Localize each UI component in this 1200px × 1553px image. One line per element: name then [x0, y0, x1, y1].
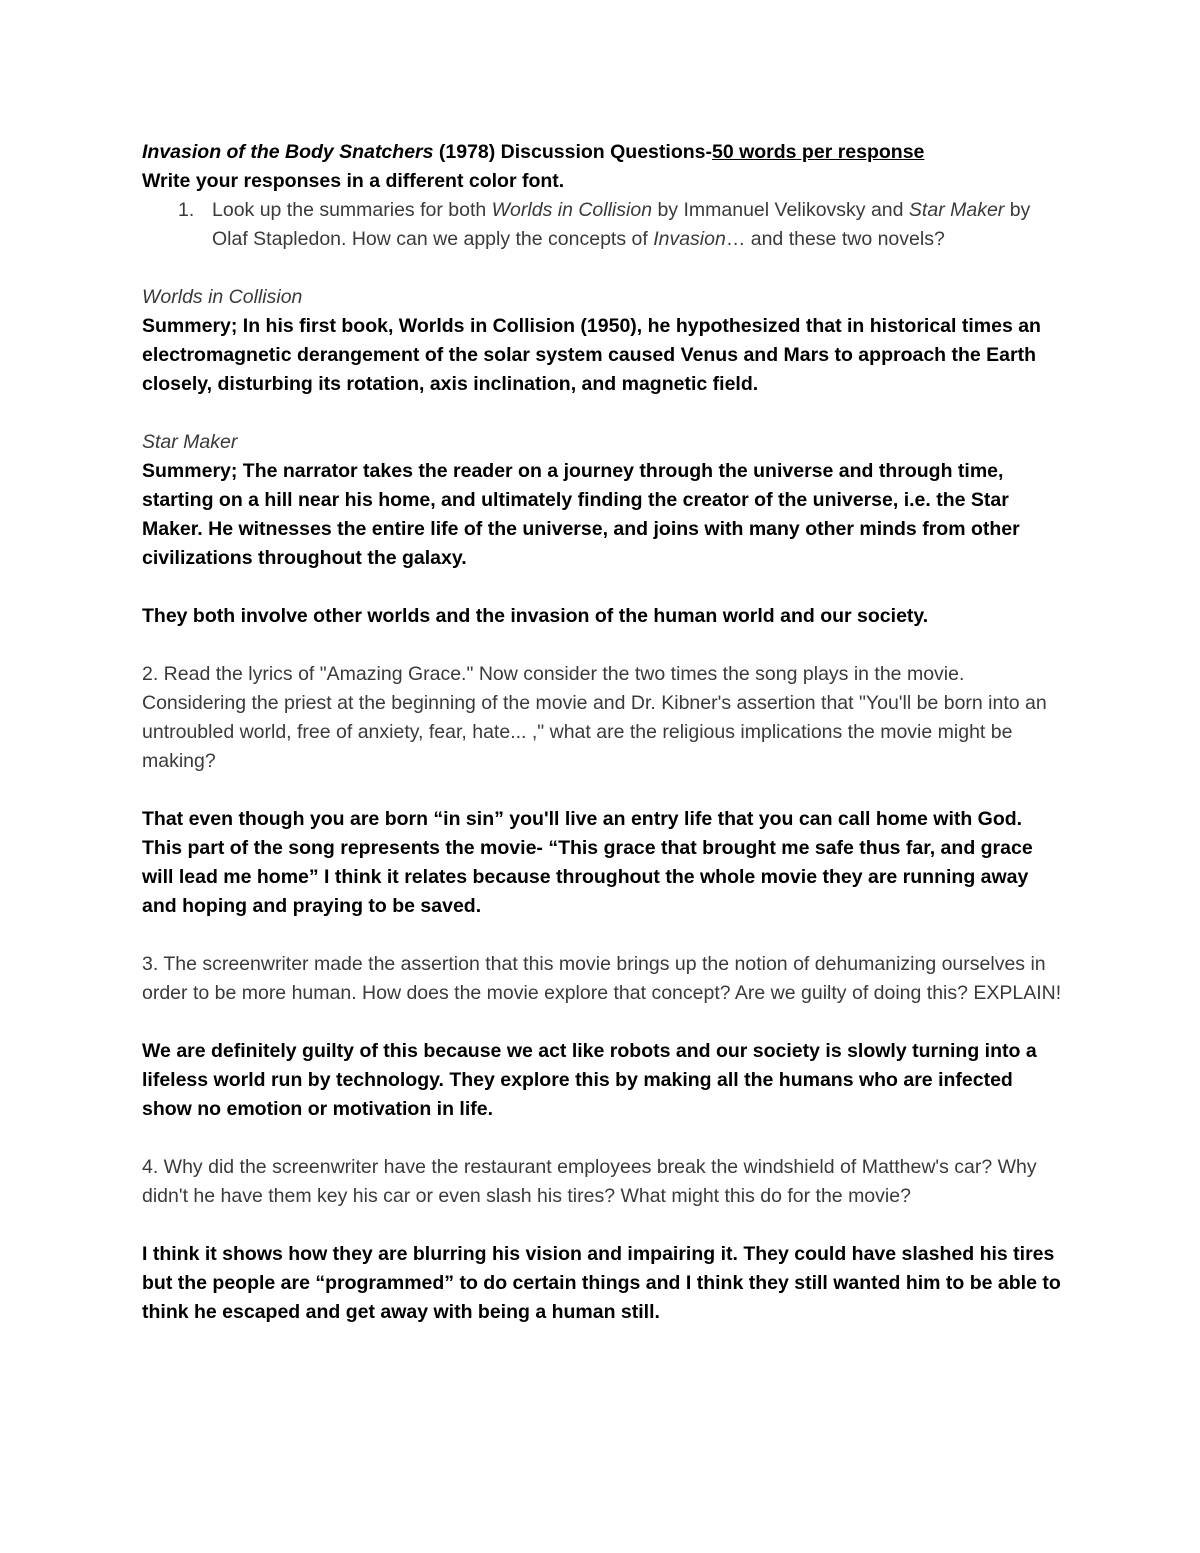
spacer	[142, 254, 1062, 283]
question-2: 2. Read the lyrics of "Amazing Grace." Now consider the two times the song plays in the movie. Considering the priest at the beginning of the movie and Dr. Kibner's assertion that "You'll be born into an untroubled world, free of anxiety, fear, hate... ," what are the religious implications the movie might be making?	[142, 663, 1047, 772]
q1-book-1: Worlds in Collision	[491, 199, 653, 221]
question-list	[142, 196, 1062, 254]
answer-4: I think it shows how they are blurring his vision and impairing it. They could have slashed his tires but the people are “programmed” to do certain things and I think they still wanted him to be able to think he escaped and get away with being a human still.	[142, 1243, 1061, 1323]
starmaker-heading: Star Maker	[142, 431, 238, 453]
spacer	[142, 631, 1062, 660]
spacer	[142, 776, 1062, 805]
spacer	[142, 921, 1062, 950]
q1-part-1: Look up the summaries for both	[212, 199, 492, 221]
question-3: 3. The screenwriter made the assertion that this movie brings up the notion of dehumanizing ourselves in order to be more human. How does the movie explore that concept? Are we guilty of doing this? EXPLAIN!	[142, 953, 1062, 1004]
worlds-heading: Worlds in Collision	[142, 286, 303, 308]
q1-part-4: … and these two novels?	[725, 228, 945, 250]
starmaker-summary: Summery; The narrator takes the reader on a journey through the universe and through time, starting on a hill near his home, and ultimately finding the creator of the universe, i.e. the Star Maker. He witnesses the entire life of the universe, and joins with many other minds from other civilizations throughout the galaxy.	[142, 460, 1020, 569]
q1-film-ref: Invasion	[653, 228, 726, 250]
instruction-text: Write your responses in a different color font.	[142, 170, 565, 192]
spacer	[142, 1211, 1062, 1240]
document-title	[142, 138, 1062, 167]
question-4: 4. Why did the screenwriter have the restaurant employees break the windshield of Matthew's car? Why didn't he have them key his car or even slash his tires? What might this do for the movie?	[142, 1156, 1037, 1207]
title-rest: (1978) Discussion Questions-	[433, 141, 712, 163]
answer-2: That even though you are born “in sin” you'll live an entry life that you can call home with God. This part of the song represents the movie- “This grace that brought me safe thus far, and grace will lead me home” I think it relates because throughout the whole movie they are running away and hoping and praying to be saved.	[142, 808, 1033, 917]
q1-part-3: by Olaf Stapledon. How can we apply the concepts of	[212, 199, 1031, 250]
question-1-number: 1.	[178, 199, 195, 221]
spacer	[142, 1008, 1062, 1037]
spacer	[142, 1124, 1062, 1153]
spacer	[142, 573, 1062, 602]
question-1	[142, 196, 1062, 254]
spacer	[142, 399, 1062, 428]
q1-part-2: by Immanuel Velikovsky and	[652, 199, 909, 221]
word-requirement: 50 words per response	[711, 141, 925, 163]
answer-3: We are definitely guilty of this because we act like robots and our society is slowly turning into a lifeless world run by technology. They explore this by making all the humans who are infected show no emotion or motivation in life.	[142, 1040, 1037, 1120]
worlds-summary: Summery; In his first book, Worlds in Collision (1950), he hypothesized that in historical times an electromagnetic derangement of the solar system caused Venus and Mars to approach the Earth closely, disturbing its rotation, axis inclination, and magnetic field.	[142, 315, 1041, 395]
film-title: Invasion of the Body Snatchers	[142, 141, 434, 163]
document-page	[142, 138, 1062, 1327]
answer-1: They both involve other worlds and the invasion of the human world and our society.	[142, 605, 929, 627]
q1-book-2: Star Maker	[908, 199, 1005, 221]
